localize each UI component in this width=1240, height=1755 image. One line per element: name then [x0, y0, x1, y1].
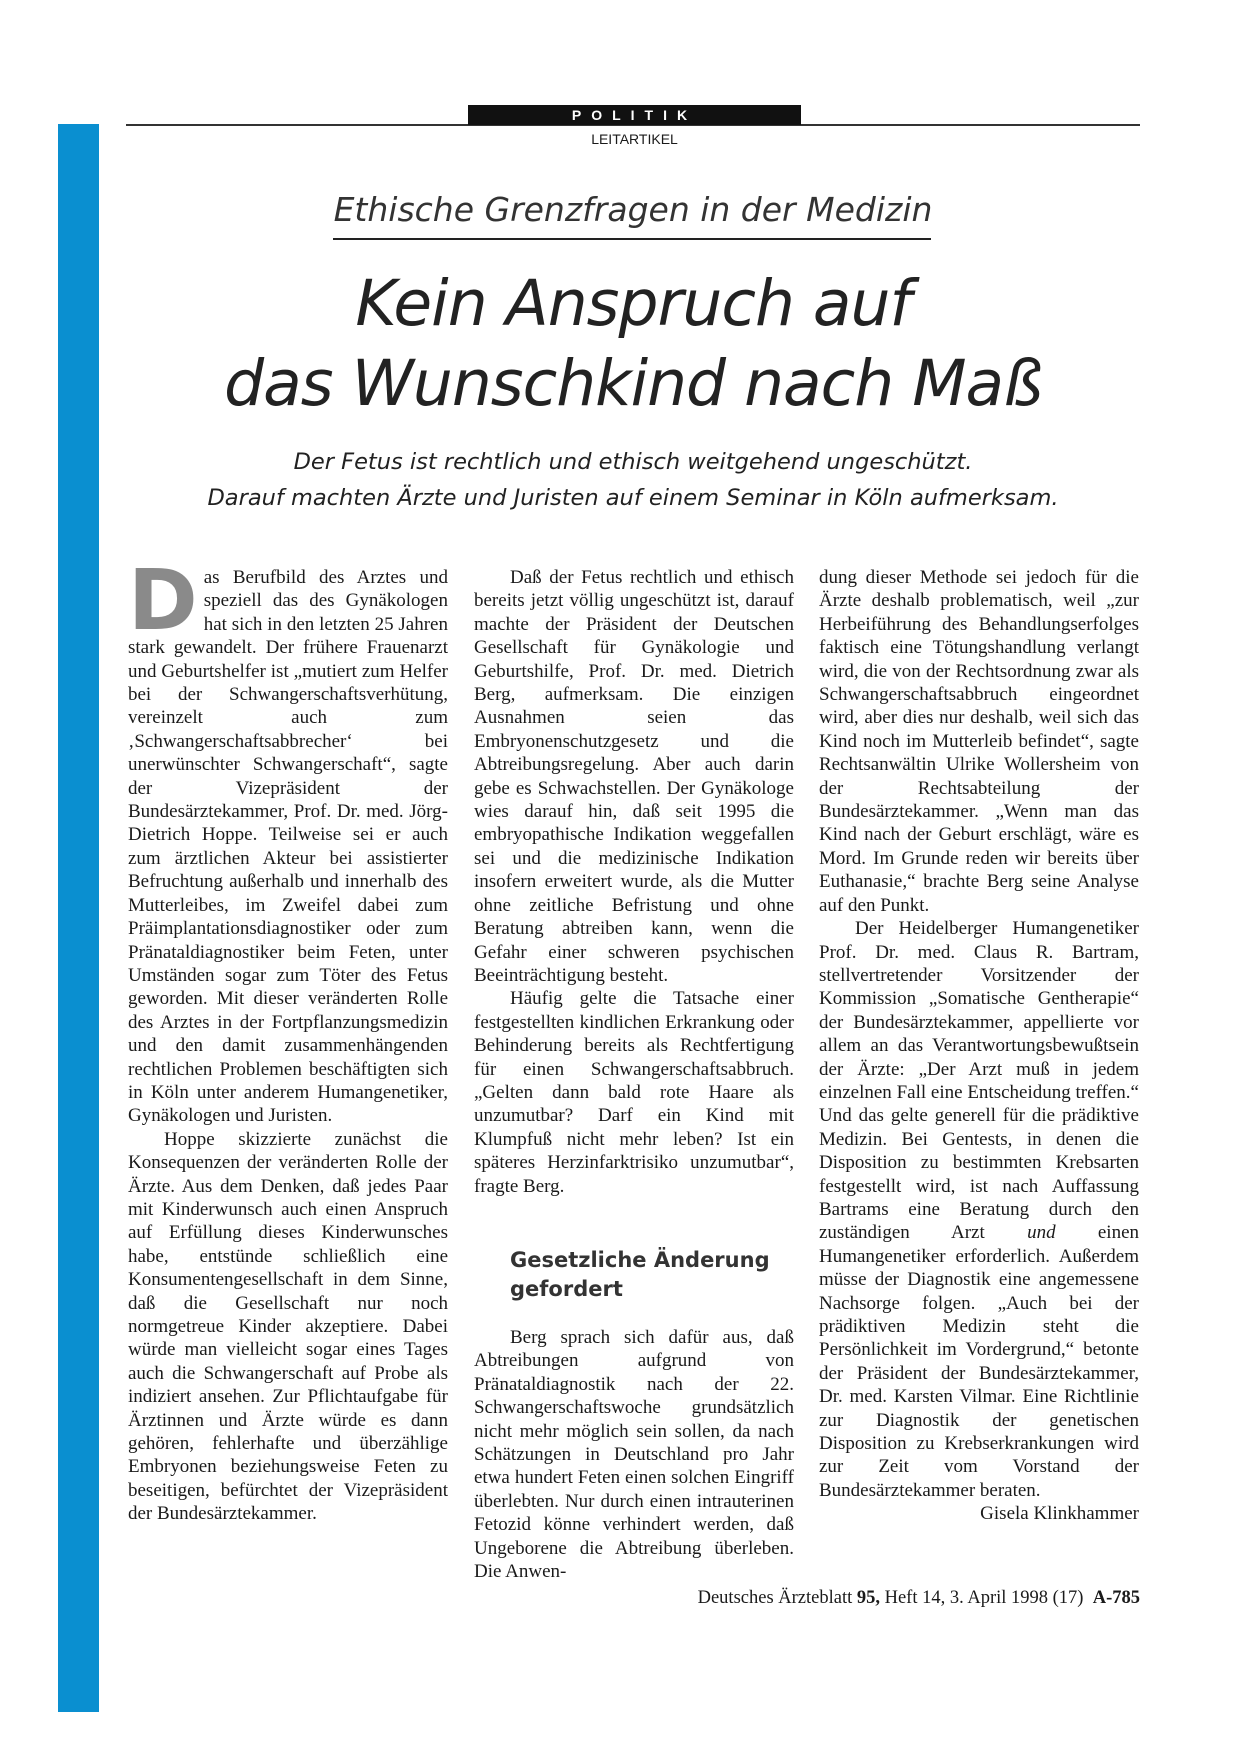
- headline: [126, 264, 1140, 424]
- footer-journal: Deutsches Ärzteblatt: [697, 1588, 853, 1608]
- footer-issue: Heft 14, 3. April 1998 (17): [884, 1588, 1084, 1608]
- paragraph-3: Daß der Fetus rechtlich und ethisch bereits jetzt völlig ungeschützt ist, darauf machte der Präsident der Deutschen Gesellschaft für Gynäkologie und Geburtshilfe, Prof. Dr. med. Dietrich Berg, aufmerksam. Die einzigen Ausnahmen seien das Embryonenschutzgesetz und die Abtreibungsregelung. Aber auch darin gebe es Schwachstellen. Der Gynäkologe wies darauf hin, daß seit 1995 die embryopathische Indikation weggefallen sei und die medizinische Indikation insofern erweitert wurde, als die Mutter ohne zeitliche Befristung und ohne Beratung abtreiben kann, wenn die Gefahr einer schweren psychischen Beeinträchtigung besteht.: [474, 567, 794, 986]
- footer-volume: 95,: [856, 1588, 880, 1608]
- section-sublabel: LEITARTIKEL: [591, 131, 678, 147]
- paragraph-7: [819, 917, 1140, 1525]
- blue-side-bar: [58, 124, 99, 1712]
- paragraph-7-text: Der Heidelberger Humangenetiker Prof. Dr. med. Claus R. Bartram, stellvertretender Vorsitzender der Kommission „Somatische Gentherapie“ der Bundesärztekammer, appellierte vor allem an das Verantwortungsbewußtsein der Ärzte: „Der Arzt muß in jedem einzelnen Fall eine Entscheidung treffen.“ Und das gelte generell für die prädiktive Medizin. Bei Gentests, in denen die Disposition zu bestimmten Krebsarten festgestellt wird, ist nach Auffassung Bartrams eine Beratung durch den zuständigen Arzt: [819, 918, 1139, 1244]
- paragraph-6: dung dieser Methode sei jedoch für die Ärzte deshalb problematisch, weil „zur Herbeiführung des Behandlungserfolges faktisch eine Tötungshandlung verlangt wird, die von der Rechtsordnung zwar als Schwangerschaftsabbruch eingeordnet wird, aber dies nur deshalb, weil sich das Kind noch im Mutterleib befindet“, sagte Rechtsanwältin Ulrike Wollersheim von der Rechtsabteilung der Bundesärztekammer. „Wenn man das Kind nach der Geburt erschlägt, wäre es Mord. Im Grunde reden wir bereits über Euthanasie,“ brachte Berg seine Analyse auf den Punkt.: [819, 567, 1139, 916]
- author-name: Gisela Klinkhammer: [980, 1503, 1139, 1525]
- standfirst-line-2: Darauf machten Ärzte und Juristen auf einem Seminar in Köln aufmerksam.: [207, 485, 1059, 511]
- standfirst-line-1: Der Fetus ist rechtlich und ethisch weitgehend ungeschützt.: [293, 449, 973, 475]
- headline-line-1: Kein Anspruch auf: [355, 267, 911, 340]
- article-column-3: [819, 566, 1139, 1526]
- kicker-title: Ethische Grenzfragen in der Medizin: [333, 190, 933, 229]
- headline-line-2: das Wunschkind nach Maß: [224, 347, 1042, 420]
- paragraph-1-text: as Berufbild des Arztes und speziell das des Gynäkologen hat sich in den letzten 25 Jahren stark gewandelt. Der frühere Frauenarzt und Geburtshelfer ist „mutiert zum Helfer bei der Schwangerschaftsverhütung, vereinzelt auch zum ‚Schwangerschaftsabbrecher‘ bei unerwünschter Schwangerschaft“, sagte der Vizepräsident der Bundesärztekammer, Prof. Dr. med. Jörg-Dietrich Hoppe. Teilweise sei er auch zum ärztlichen Akteur bei assistierter Befruchtung außerhalb und innerhalb des Mutterleibes, im Zweifel dabei zum Präimplantationsdiagnostiker oder zum Pränataldiagnostiker beim Feten, unter Umständen sogar zum Töter des Fetus geworden. Mit dieser veränderten Rolle des Arztes in der Fortpflanzungsmedizin und den damit zusammenhängenden rechtlichen Problemen beschäftigten sich in Köln unter anderem Humangenetiker, Gynäkologen und Juristen.: [128, 567, 448, 1127]
- standfirst: [126, 444, 1140, 516]
- kicker-underline: [333, 238, 931, 240]
- paragraph-4: Häufig gelte die Tatsache einer festgestellten kindlichen Erkrankung oder Behinderung bereits als Rechtfertigung für einen Schwangerschaftsabbruch. „Gelten dann bald rote Haare als unzumutbar? Darf ein Kind mit Klumpfuß nicht mehr leben? Ist ein späteres Herzinfarktrisiko unzumutbar“, fragte Berg.: [474, 988, 794, 1197]
- paragraph-7-text-cont: einen Humangenetiker erforderlich. Außerdem müsse der Diagnostik eine angemessene Nachsorge folgen. „Auch bei der prädiktiven Medizin steht die Persönlichkeit im Vordergrund,“ betonte der Präsident der Bundesärztekammer, Dr. med. Karsten Vilmar. Eine Richtlinie zur Diagnostik der genetischen Disposition zu Krebserkrankungen wird zur Zeit vom Vorstand der Bundesärztekammer beraten.: [819, 1222, 1140, 1501]
- paragraph-5: Berg sprach sich dafür aus, daß Abtreibungen aufgrund von Pränataldiagnostik nach der 22. Schwangerschaftswoche grundsätzlich nicht mehr möglich sein sollen, da nach Schätzungen in Deutschland pro Jahr etwa hundert Feten einen solchen Eingriff überlebten. Nur durch einen intrauterinen Fetozid könne verhindert werden, daß Ungeborene die Abtreibung überleben. Die Anwen-: [474, 1326, 794, 1583]
- section-label: POLITIK: [468, 105, 801, 125]
- page-footer: [520, 1588, 1140, 1609]
- paragraph-2: Hoppe skizzierte zunächst die Konsequenzen der veränderten Rolle der Ärzte. Aus dem Denken, daß jedes Paar mit Kinderwunsch auch einen Anspruch auf Erfüllung dieses Kinderwunsches habe, entstünde schließlich eine Konsumentengesellschaft in dem Sinne, daß die Gesellschaft nur noch normgetreue Kinder akzeptiere. Dabei würde man vielleicht sogar eines Tages auch die Schwangerschaft auf Probe als indiziert ansehen. Zur Pflichtaufgabe für Ärztinnen und Ärzte würde es dann gehören, fehlerhafte und überzählige Embryonen beziehungsweise Feten zu beseitigen, befürchtet der Vizepräsident der Bundesärztekammer.: [128, 1128, 448, 1525]
- footer-page-number: A-785: [1092, 1588, 1140, 1608]
- subheading: Gesetzliche Änderung gefordert: [510, 1247, 770, 1301]
- article-column-2: [474, 566, 794, 1583]
- emphasis-und: und: [1027, 1222, 1056, 1244]
- article-column-1: [128, 551, 448, 1526]
- paragraph-1: [128, 551, 448, 1128]
- dropcap: D: [128, 551, 198, 649]
